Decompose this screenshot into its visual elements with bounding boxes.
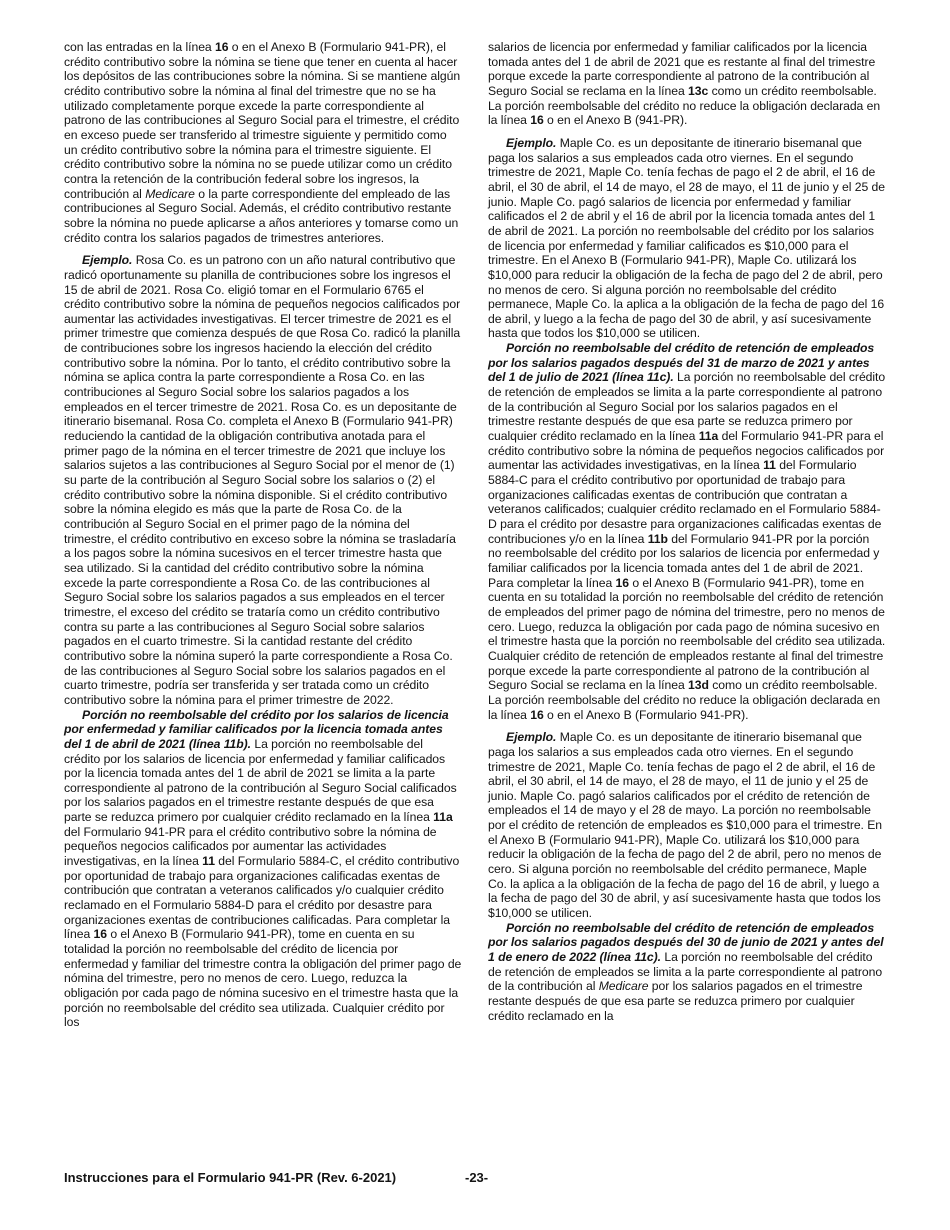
line-reference: 16: [615, 575, 629, 590]
emphasis-text: Medicare: [145, 186, 195, 201]
example-paragraph: [488, 136, 886, 341]
body-text: del Formulario 941-PR para el crédito contributivo sobre la nómina de pequeños negocios calificados por aumentar las actividades investigativas, en la línea: [64, 824, 437, 869]
left-column: [64, 40, 462, 1030]
body-text: por los salarios pagados en el trimestre restante después de que esa parte se reduzca primero por cualquier crédito reclamado en la: [488, 979, 863, 1023]
section-paragraph: [64, 708, 462, 1030]
line-reference: 13c: [688, 83, 709, 98]
line-reference: 16: [215, 40, 229, 54]
body-text: como un crédito reembolsable. La porción reembolsable del crédito no reduce la obligación declarada en la línea: [488, 678, 881, 722]
body-text: o la parte correspondiente del empleado de las contribuciones al Seguro Social. Además, el crédito contributivo restante sobre la nómina no puede aplicarse a años anteriores y tomarse como un crédito contra los salarios pagados de trimestres anteriores.: [64, 186, 459, 245]
body-text: del Formulario 941-PR por la porción no reembolsable del crédito por los salarios de licencia por enfermedad y familiar calificados por la licencia tomada antes del 1 de abril de 2021. Para completar la línea: [488, 531, 880, 590]
section-heading: Porción no reembolsable del crédito de retención de empleados por los salarios pagados después del 30 de junio de 2021 y antes del 1 de enero de 2022 (línea 11c).: [488, 920, 884, 965]
line-reference: 16: [530, 707, 544, 722]
body-text: Maple Co. es un depositante de itinerario bisemanal que paga los salarios a sus empleados cada otro viernes. En el segundo trimestre de 2021, Maple Co. tenía fechas de pago el 2 de abril, el 16 de abril, el 30 abril, el 14 de mayo, el 28 de mayo, el 11 de junio y el 25 de junio. Maple Co. pagó salarios calificados por el crédito de retención de empleados el 14 de mayo y el 28 de mayo. La porción no reembolsable por el crédito de retención de empleados es $10,000 para el trimestre. En el Anexo B (Formulario 941-PR), Maple Co. utilizará los $10,000 para reducir la obligación de la fecha de pago del 2 de abril, pero no menos de cero. Si alguna porción no reembolsable del crédito permanece, Maple Co. la aplica a la obligación de la fecha de pago del 16 de abril, y luego a la fecha de pago del 30 de abril, y así sucesivamente hasta que todos los $10,000 se utilicen.: [488, 730, 883, 921]
example-label: Ejemplo.: [506, 730, 557, 745]
line-reference: 16: [530, 113, 544, 128]
example-paragraph: [64, 253, 462, 707]
line-reference: 16: [93, 927, 107, 942]
body-text: salarios de licencia por enfermedad y familiar calificados por la licencia tomada antes del 1 de abril de 2021 que es restante al final del trimestre porque excede la parte correspondiente al patrono de la contribución al Seguro Social se reclama en la línea: [488, 40, 876, 98]
body-text: o en el Anexo B (Formulario 941-PR), el crédito contributivo sobre la nómina se tiene que tener en cuenta al hacer los depósitos de las contribuciones sobre la nómina. Si se mantiene algún crédito contributivo sobre la nómina al final del trimestre que no se ha utilizado completamente porque excede la parte correspondiente al patrono de las contribuciones al Seguro Social para el trimestre, el crédito en exceso puede ser transferido al trimestre siguiente y permitido como un crédito contributivo sobre la nómina para el trimestre siguiente. El crédito contributivo sobre la nómina no se puede utilizar como un crédito contra la retención de la contribución federal sobre los ingresos, la contribución al: [64, 40, 461, 201]
line-reference: 11: [202, 854, 215, 869]
line-reference: 11b: [647, 531, 668, 546]
example-paragraph: [488, 730, 886, 921]
right-column: [488, 40, 886, 1023]
example-label: Ejemplo.: [506, 135, 557, 150]
line-reference: 11a: [433, 810, 453, 825]
body-text: Rosa Co. es un patrono con un año natural contributivo que radicó oportunamente su planilla de contribuciones sobre los ingresos el 15 de abril de 2021. Rosa Co. eligió tomar en el Formulario 6765 el crédito contributivo sobre la nómina de pequeños negocios calificados por aumentar las actividades investigativas. El tercer trimestre de 2021 es el primer trimestre que comienza después de que Rosa Co. radicó la planilla de contribuciones sobre los ingresos haciendo la elección del crédito contributivo sobre la nómina. Por lo tanto, el crédito contributivo sobre la nómina se aplica contra la parte correspondiente a Rosa Co. en las contribuciones al Seguro Social sobre los salarios pagados a los empleados en el tercer trimestre de 2021. Rosa Co. es un depositante de itinerario bisemanal. Rosa Co. completa el Anexo B (Formulario 941-PR) reduciendo la cantidad de la obligación contributiva anotada para el primer pago de la nómina en el tercer trimestre de 2021 que incluye los salarios sujetos a las contribuciones al Seguro Social por el menor de (1) su parte de la contribución al Seguro Social sobre los salarios o (2) el crédito contributivo sobre la nómina disponible. Si el crédito contributivo sobre la nómina elegido es más que la parte de Rosa Co. de la contribución al Seguro Social en el primer pago de la nómina del trimestre, el crédito contributivo en exceso sobre la nómina se trasladaría a los pagos sobre la nómina sucesivos en el tercer trimestre hasta que sea utilizado. Si la cantidad del crédito contributivo sobre la nómina excede la parte correspondiente a Rosa Co. de las contribuciones al Seguro Social sobre los salarios pagados a sus empleados en el tercer trimestre, el exceso del crédito se trataría como un crédito contributivo contra su parte a las contribuciones al Seguro Social sobre salarios pagados en el cuarto trimestre. Si la cantidad restante del crédito contributivo sobre la nómina superó la parte correspondiente a Rosa Co. de las contribuciones al Seguro Social sobre los salarios pagados en el cuarto trimestre, podría ser transferida y ser tratada como un crédito contributivo sobre la nómina para el primer trimestre de 2022.: [64, 253, 461, 707]
body-text: o el Anexo B (Formulario 941-PR), tome en cuenta en su totalidad la porción no reembolsable del crédito de retención de empleados del primer pago de nómina del trimestre, pero no menos de cero. Luego, reduzca la obligación por cada pago de nómina sucesivo en el trimestre hasta que la porción no reembolsable del crédito sea utilizada. Cualquier crédito de retención de empleados restante al final del trimestre porque excede la parte correspondiente al patrono de la contribución al Seguro Social se reclama en la línea: [488, 575, 886, 693]
line-reference: 13d: [688, 678, 709, 693]
body-text: del Formulario 941-PR para el crédito contributivo sobre la nómina de pequeños negocios calificados por aumentar las actividades investigativas, en la línea: [488, 429, 885, 473]
body-text: o en el Anexo B (941-PR).: [543, 113, 688, 128]
section-paragraph: [488, 341, 886, 722]
body-text: o en el Anexo B (Formulario 941-PR).: [543, 707, 749, 722]
body-text: Maple Co. es un depositante de itinerario bisemanal que paga los salarios a sus empleados cada otro viernes. En el segundo trimestre de 2021, Maple Co. tenía fechas de pago el 2 de abril, el 16 de abril, el 30 de abril, el 14 de mayo, el 28 de mayo, el 11 de junio y el 25 de junio. Maple Co. pagó salarios de licencia por enfermedad y familiar calificados el 2 de abril y el 16 de abril por la licencia tomada antes del 1 de abril de 2021. La porción no reembolsable del crédito por los salarios de licencia por enfermedad y familiar calificados es $10,000 para el trimestre. En el Anexo B (Formulario 941-PR), Maple Co. utilizará los $10,000 para reducir la obligación de la fecha de pago del 2 de abril, pero no menos de cero. Si alguna porción no reembolsable del crédito permanece, Maple Co. la aplica a la obligación de la fecha de pago del 16 de abril, y luego a la fecha de pago del 30 de abril, y así sucesivamente hasta que todos los $10,000 se utilicen.: [488, 135, 885, 341]
line-reference: 11a: [698, 429, 719, 444]
body-text: como un crédito reembolsable. La porción reembolsable del crédito no reduce la obligación declarada en la línea: [488, 83, 881, 128]
paragraph: [64, 40, 462, 245]
section-paragraph: [488, 921, 886, 1024]
body-text: con las entradas en la línea: [64, 40, 215, 54]
paragraph: [488, 40, 886, 128]
section-heading: Porción no reembolsable del crédito de retención de empleados por los salarios pagados después del 31 de marzo de 2021 y antes del 1 de julio de 2021 (línea 11c).: [488, 341, 875, 385]
body-text: La porción no reembolsable del crédito de retención de empleados se limita a la parte correspondiente al patrono de la contribución al Seguro Social por los salarios pagados en el trimestre restante después de que esa parte se reduzca primero por cualquier crédito reclamado en la línea: [488, 370, 886, 444]
body-text: del Formulario 5884-C para el crédito contributivo por oportunidad de trabajo para organizaciones calificadas exentas de contribución que contratan a veteranos calificados; cualquier crédito reclamado en el Formulario 5884-D para el crédito por desastre para organizaciones calificadas exentas de contribuciones y/o en la línea: [488, 458, 882, 546]
body-text: o el Anexo B (Formulario 941-PR), tome en cuenta en su totalidad la porción no reembolsable del crédito de licencia por enfermedad y familiar del trimestre contra la obligación del primer pago de nómina del trimestre, pero no menos de cero. Luego, reduzca la obligación por cada pago de nómina sucesivo en el trimestre hasta que la porción no reembolsable del crédito sea utilizada. Cualquier crédito por los: [64, 927, 462, 1030]
example-label: Ejemplo.: [82, 253, 133, 268]
form-title: Instrucciones para el Formulario 941-PR (Rev. 6-2021): [64, 1170, 397, 1185]
line-reference: 11: [763, 458, 776, 473]
page-number: -23-: [465, 1170, 489, 1185]
body-text: del Formulario 5884-C, el crédito contributivo por oportunidad de trabajo para organizaciones calificadas exentas de contribución que contratan a veteranos calificados y/o cualquier crédito reclamado en el Formulario 5884-D para el crédito por desastre para organizaciones exentas de contribuciones calificadas. Para completar la línea: [64, 854, 460, 942]
body-text: La porción no reembolsable del crédito de retención de empleados se limita a la parte correspondiente al patrono de la contribución al: [488, 950, 883, 994]
emphasis-text: Medicare: [598, 979, 649, 994]
section-heading: Porción no reembolsable del crédito por los salarios de licencia por enfermedad y familiar calificados por la licencia tomada antes del 1 de abril de 2021 (línea 11b).: [64, 707, 449, 751]
body-text: La porción no reembolsable del crédito por los salarios de licencia por enfermedad y familiar calificados por la licencia tomada antes del 1 de abril de 2021 se limita a la parte correspondiente al patrono de la contribución al Seguro Social calificados por los salarios pagados en el trimestre restante después de que esa parte se reduzca primero por cualquier crédito reclamado en la línea: [64, 736, 457, 825]
